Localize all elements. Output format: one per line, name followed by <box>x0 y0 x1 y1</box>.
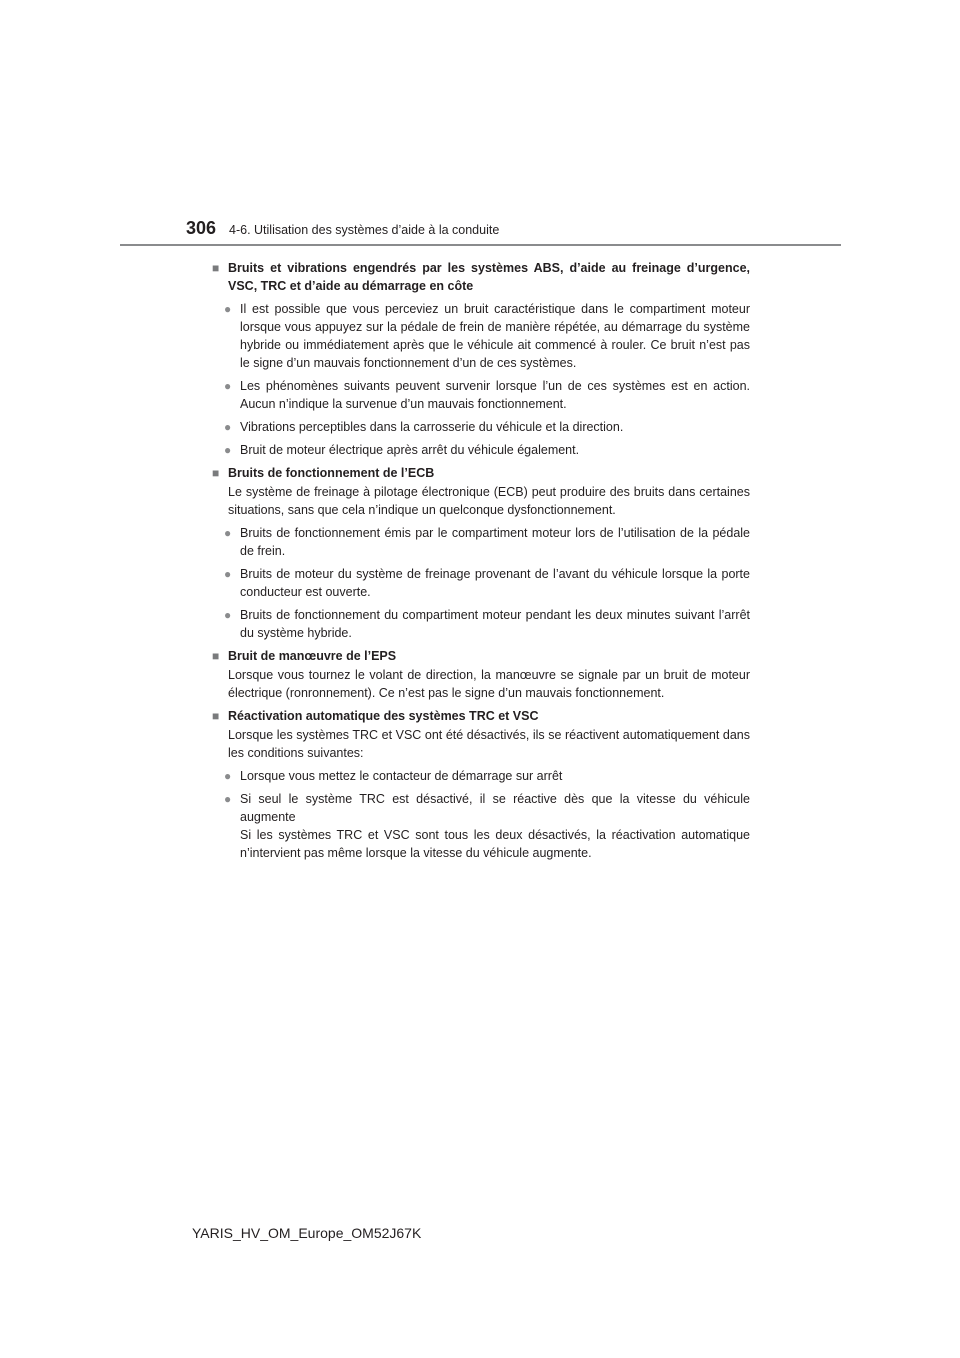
section-heading <box>212 464 750 482</box>
section-heading <box>212 707 750 725</box>
section-paragraph: Le système de freinage à pilotage électronique (ECB) peut produire des bruits dans certaines situations, sans que cela n’indique un quelconque dysfonctionnement. <box>228 485 750 517</box>
footer-doc-code: YARIS_HV_OM_Europe_OM52J67K <box>192 1225 422 1241</box>
list-item <box>212 767 750 785</box>
list-item <box>212 300 750 372</box>
circle-bullet-icon: ● <box>224 420 232 434</box>
list-item-note: Si les systèmes TRC et VSC sont tous les deux désactivés, la réactivation automatique n’intervient pas même lorsque la vitesse du véhicule augmente. <box>240 828 750 860</box>
circle-bullet-icon: ● <box>224 302 232 316</box>
circle-bullet-icon: ● <box>224 379 232 393</box>
list-item-text: Si seul le système TRC est désactivé, il se réactive dès que la vitesse du véhicule augmente <box>240 792 750 824</box>
list-item-text: Bruits de fonctionnement du compartiment moteur pendant les deux minutes suivant l’arrêt du système hybride. <box>240 608 750 640</box>
section-heading <box>212 647 750 665</box>
square-bullet-icon: ■ <box>212 466 220 480</box>
circle-bullet-icon: ● <box>224 792 232 806</box>
heading-text: Bruits de fonctionnement de l’ECB <box>228 466 435 480</box>
heading-text: Bruits et vibrations engendrés par les systèmes ABS, d’aide au freinage d’urgence, VSC, TRC et d’aide au démarrage en côte <box>228 261 750 293</box>
heading-text: Bruit de manœuvre de l’EPS <box>228 649 397 663</box>
list-item <box>212 377 750 413</box>
square-bullet-icon: ■ <box>212 709 220 723</box>
list-item-text: Vibrations perceptibles dans la carrosserie du véhicule et la direction. <box>240 420 624 434</box>
section-title: 4-6. Utilisation des systèmes d’aide à la conduite <box>229 223 500 237</box>
section-paragraph: Lorsque vous tournez le volant de direction, la manœuvre se signale par un bruit de moteur électrique (ronronnement). Ce n’est pas le signe d’un mauvais fonctionnement. <box>228 668 750 700</box>
circle-bullet-icon: ● <box>224 608 232 622</box>
list-item <box>212 524 750 560</box>
section-paragraph: Lorsque les systèmes TRC et VSC ont été désactivés, ils se réactivent automatiquement dans les conditions suivantes: <box>228 728 750 760</box>
circle-bullet-icon: ● <box>224 567 232 581</box>
list-item-text: Il est possible que vous perceviez un bruit caractéristique dans le compartiment moteur lorsque vous appuyez sur la pédale de frein de manière répétée, au démarrage du système hybride ou immédiatement après que le véhicule ait commencé à rouler. Ce bruit n’est pas le signe d’un mauvais fonctionnement d’un de ces systèmes. <box>240 302 750 370</box>
list-item <box>212 418 750 436</box>
circle-bullet-icon: ● <box>224 769 232 783</box>
list-item <box>212 441 750 459</box>
list-item-text: Bruits de moteur du système de freinage provenant de l’avant du véhicule lorsque la porte conducteur est ouverte. <box>240 567 750 599</box>
list-item-text: Bruit de moteur électrique après arrêt du véhicule également. <box>240 443 580 457</box>
list-item <box>212 606 750 642</box>
list-item <box>212 565 750 601</box>
section-heading <box>212 259 750 295</box>
heading-text: Réactivation automatique des systèmes TRC et VSC <box>228 709 539 723</box>
list-item-text: Les phénomènes suivants peuvent survenir lorsque l’un de ces systèmes est en action. Aucun n’indique la survenue d’un mauvais fonctionnement. <box>240 379 750 411</box>
list-item-text: Lorsque vous mettez le contacteur de démarrage sur arrêt <box>240 769 563 783</box>
list-item <box>212 790 750 826</box>
circle-bullet-icon: ● <box>224 526 232 540</box>
square-bullet-icon: ■ <box>212 261 220 275</box>
header-rule <box>120 244 841 246</box>
circle-bullet-icon: ● <box>224 443 232 457</box>
content <box>212 255 750 862</box>
page-number: 306 <box>186 218 217 238</box>
list-item-text: Bruits de fonctionnement émis par le compartiment moteur lors de l’utilisation de la pédale de frein. <box>240 526 750 558</box>
square-bullet-icon: ■ <box>212 649 220 663</box>
